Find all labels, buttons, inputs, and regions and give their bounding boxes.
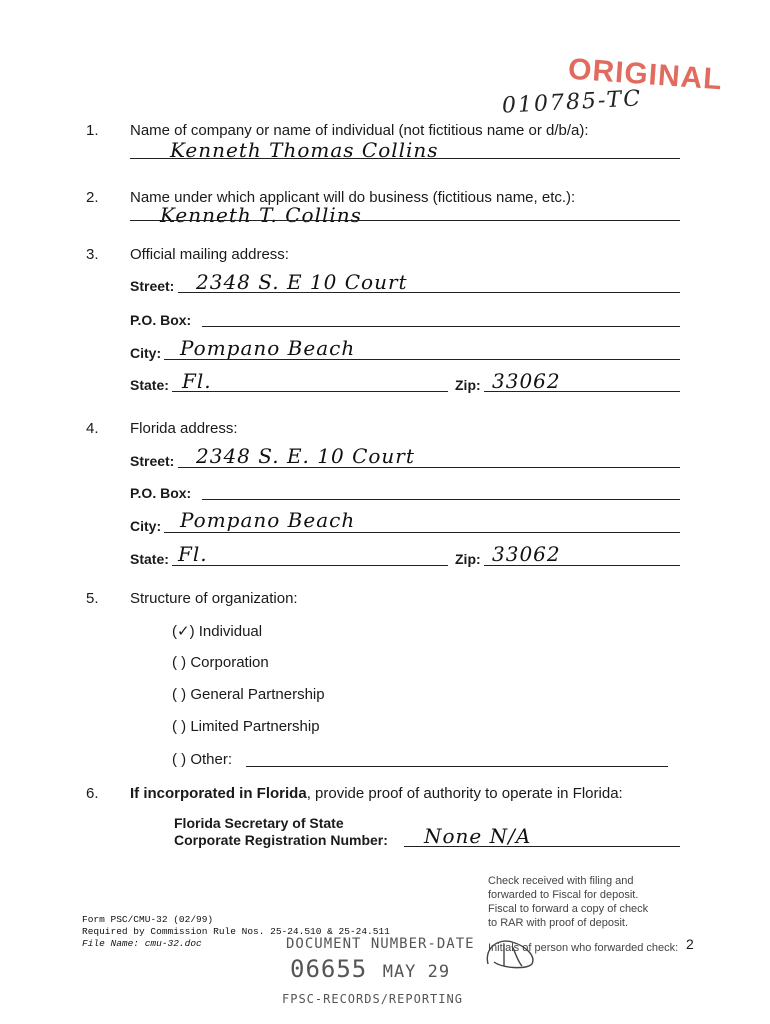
original-stamp: ORIGINAL [567, 52, 724, 97]
q6-reg-line [404, 846, 680, 847]
q3-state-label: State: [130, 377, 169, 393]
q2-question: Name under which applicant will do business (fictitious name, etc.): [130, 189, 576, 206]
footer-required: Required by Commission Rule Nos. 25-24.510 & 25-24.511 [82, 926, 390, 937]
initials-signature [482, 934, 540, 970]
q3-state-line [172, 391, 448, 392]
option-checkbox: ( ) [172, 686, 187, 703]
q2-answer: Kenneth T. Collins [160, 203, 362, 227]
q2-line [130, 220, 680, 221]
q4-number: 4. [86, 420, 99, 437]
check-note-line2: forwarded to Fiscal for deposit. [488, 889, 639, 901]
q1-number: 1. [86, 122, 99, 139]
q3-city-label: City: [130, 345, 162, 361]
q6-reg-label: Corporate Registration Number: [174, 832, 388, 848]
q3-city-line [164, 359, 680, 360]
q4-zip-value: 33062 [492, 542, 561, 566]
check-note-line4: to RAR with proof of deposit. [488, 917, 629, 929]
check-note-line5: Initials of person who forwarded check: [488, 942, 679, 954]
doc-stamp-number [290, 955, 450, 983]
q1-question: Name of company or name of individual (not fictitious name or d/b/a): [130, 122, 589, 139]
q4-zip-label: Zip: [455, 551, 481, 567]
option-label: General Partnership [190, 686, 325, 703]
q4-city-value: Pompano Beach [180, 508, 356, 532]
q4-pobox-label: P.O. Box: [130, 485, 192, 501]
doc-stamp-date: MAY 29 [382, 962, 451, 982]
q3-city-value: Pompano Beach [180, 336, 356, 360]
q4-pobox-line [202, 499, 680, 500]
doc-stamp-num: 06655 [290, 955, 368, 983]
q4-street-label: Street: [130, 453, 175, 469]
q3-zip-label: Zip: [455, 377, 481, 393]
q3-street-value: 2348 S. E 10 Court [196, 270, 408, 294]
q3-pobox-label: P.O. Box: [130, 312, 192, 328]
q6-sos-label: Florida Secretary of State [174, 815, 344, 831]
q3-zip-line [484, 391, 680, 392]
option-checkbox: ( ) [172, 654, 187, 671]
q4-street-line [178, 467, 680, 468]
signature-scribble-icon [482, 934, 540, 970]
option-label: Corporation [190, 654, 269, 671]
check-note-line3: Fiscal to forward a copy of check [488, 903, 649, 915]
q4-question: Florida address: [130, 420, 238, 437]
q6-reg-value: None N/A [424, 824, 532, 848]
option-checkbox: ( ) [172, 751, 187, 768]
q6-question-bold: If incorporated in Florida [130, 785, 307, 802]
option-limited-partnership[interactable] [172, 718, 320, 735]
doc-stamp-header: DOCUMENT NUMBER-DATE [286, 936, 475, 952]
q4-city-line [164, 532, 680, 533]
option-label: Individual [198, 623, 263, 640]
option-checkbox: ( ) [172, 718, 187, 735]
q6-question [130, 785, 623, 802]
q3-street-label: Street: [130, 278, 175, 294]
q5-other-line [246, 766, 668, 767]
q5-number: 5. [86, 590, 99, 607]
option-label: Other: [190, 751, 233, 768]
q5-question: Structure of organization: [130, 590, 298, 607]
q3-pobox-line [202, 326, 680, 327]
q3-question: Official mailing address: [130, 246, 289, 263]
q4-street-value: 2348 S. E. 10 Court [196, 444, 415, 468]
q4-state-value: Fl. [178, 542, 208, 566]
q1-answer: Kenneth Thomas Collins [170, 138, 439, 162]
footer-file: File Name: cmu-32.doc [82, 938, 202, 949]
q3-zip-value: 33062 [492, 369, 561, 393]
q4-state-line [172, 565, 448, 566]
handwritten-doc-number: 010785-TC [501, 86, 643, 119]
q3-street-line [178, 292, 680, 293]
q4-city-label: City: [130, 518, 162, 534]
footer-form: Form PSC/CMU-32 (02/99) [82, 914, 214, 925]
q6-question-rest: , provide proof of authority to operate in Florida: [306, 785, 623, 802]
check-note-line1: Check received with filing and [488, 875, 634, 887]
q3-state-value: Fl. [182, 369, 212, 393]
option-label: Limited Partnership [190, 718, 320, 735]
option-other[interactable] [172, 751, 232, 768]
option-individual[interactable] [172, 622, 262, 640]
page-number: 2 [686, 936, 694, 952]
q3-number: 3. [86, 246, 99, 263]
option-checkbox: (✓) [172, 623, 195, 640]
option-general-partnership[interactable] [172, 686, 325, 703]
doc-stamp-footer: FPSC-RECORDS/REPORTING [282, 992, 463, 1006]
q2-number: 2. [86, 189, 99, 206]
q4-zip-line [484, 565, 680, 566]
q1-line [130, 158, 680, 159]
option-corporation[interactable] [172, 654, 269, 671]
q4-state-label: State: [130, 551, 169, 567]
q6-number: 6. [86, 785, 99, 802]
